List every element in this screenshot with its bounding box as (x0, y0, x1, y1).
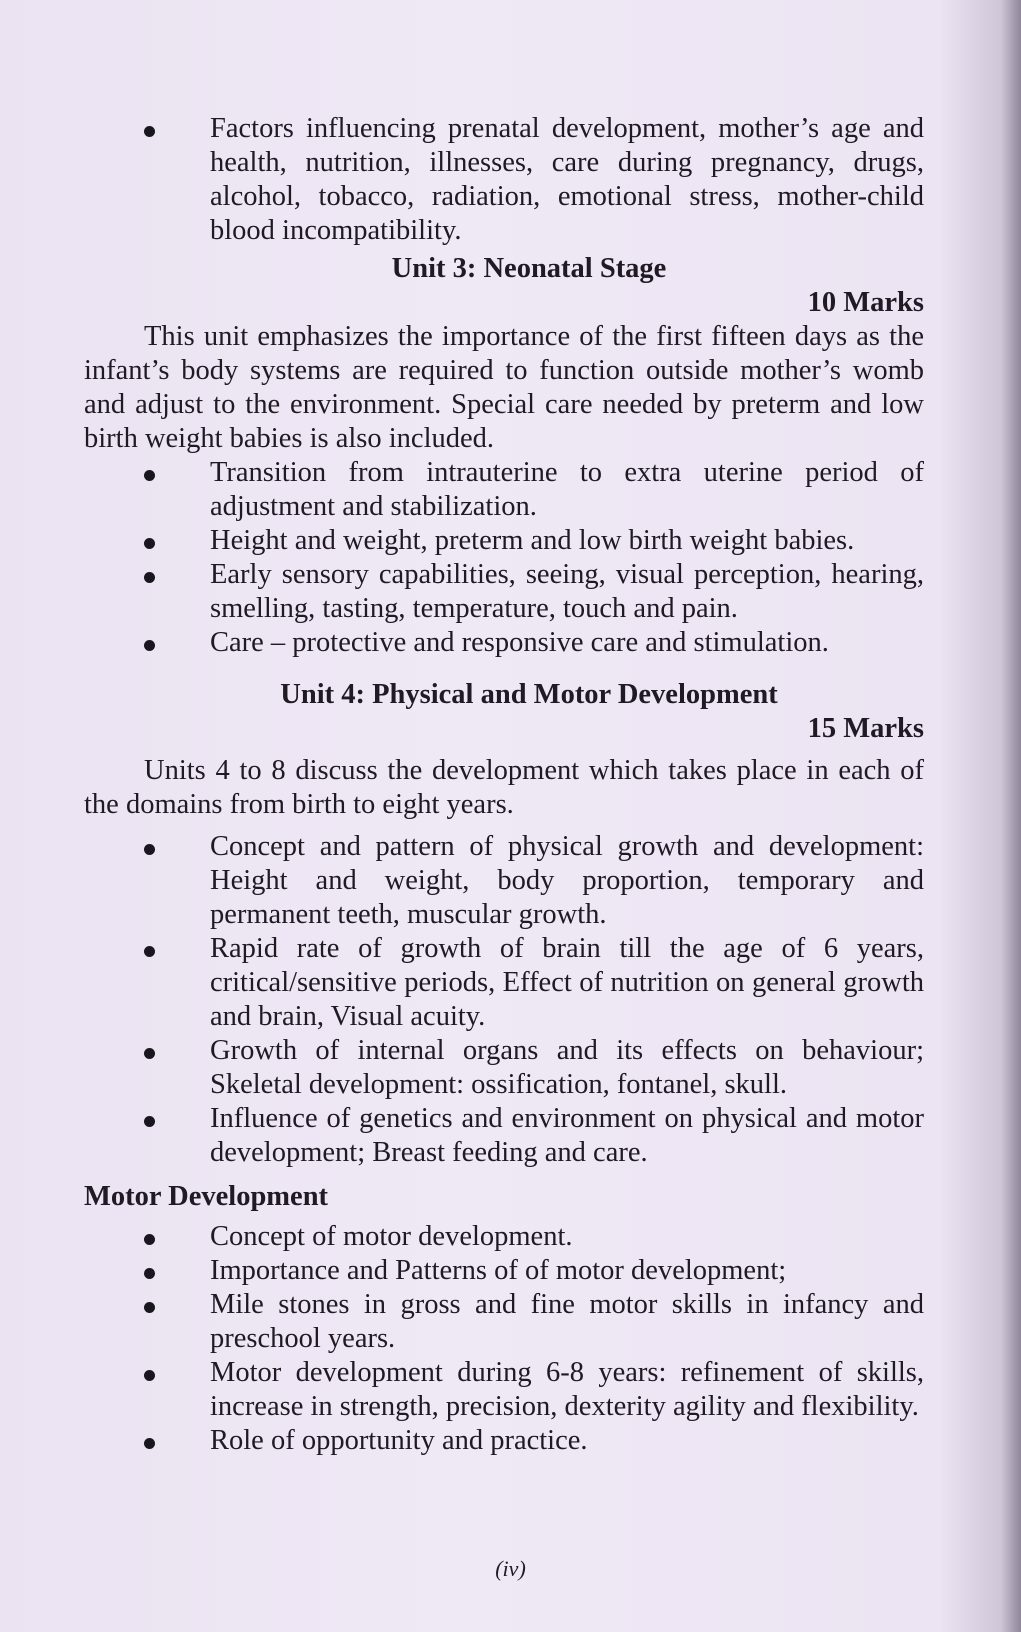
bullet-text: Mile stones in gross and fine motor skills in infancy and preschool years. (210, 1289, 924, 1354)
bullet-text: Rapid rate of growth of brain till the age of 6 years, critical/sensitive periods, Effect of nutrition on general growth and brain, Visual acuity. (210, 933, 924, 1032)
bullet-icon (144, 1302, 155, 1313)
bullet-icon (144, 1370, 155, 1381)
bullet-icon (144, 640, 155, 651)
page-number: (iv) (495, 1556, 526, 1581)
bullet-text: Motor development during 6-8 years: refinement of skills, increase in strength, precision, dexterity agility and flexibility. (210, 1357, 924, 1422)
bullet-icon (144, 1234, 155, 1245)
bullet-text: Factors influencing prenatal development, mother’s age and health, nutrition, illnesses, care during pregnancy, drugs, alcohol, tobacco, radiation, emotional stress, mother-child blood incompatibility. (210, 113, 924, 246)
list-item (84, 456, 924, 524)
list-item (84, 830, 924, 932)
unit-4-bullet-list (84, 830, 924, 1170)
list-item (84, 932, 924, 1034)
unit-3-marks: 10 Marks (807, 287, 924, 318)
bullet-text: Early sensory capabilities, seeing, visual perception, hearing, smelling, tasting, temperature, touch and pain. (210, 559, 924, 624)
bullet-icon (144, 126, 155, 137)
unit-4-description: Units 4 to 8 discuss the development which takes place in each of the domains from birth to eight years. (84, 755, 924, 820)
bullet-text: Concept of motor development. (210, 1221, 573, 1252)
bullet-text: Transition from intrauterine to extra uterine period of adjustment and stabilization. (210, 457, 924, 522)
list-item (84, 1102, 924, 1170)
list-item (84, 1424, 924, 1458)
bullet-text: Care – protective and responsive care and stimulation. (210, 627, 829, 658)
list-item (84, 626, 924, 660)
bullet-icon (144, 1268, 155, 1279)
list-item (84, 1254, 924, 1288)
list-item (84, 1034, 924, 1102)
intro-bullet-list (84, 112, 924, 248)
bullet-text: Influence of genetics and environment on physical and motor development; Breast feeding and care. (210, 1103, 924, 1168)
bullet-text: Concept and pattern of physical growth and development: Height and weight, body proportion, temporary and permanent teeth, muscular growth. (210, 831, 924, 930)
bullet-icon (144, 844, 155, 855)
unit-3-description: This unit emphasizes the importance of the first fifteen days as the infant’s body systems are required to function outside mother’s womb and adjust to the environment. Special care needed by preterm and low birth weight babies is also included. (84, 321, 924, 454)
motor-development-heading: Motor Development (84, 1181, 329, 1212)
list-item (84, 1220, 924, 1254)
bullet-icon (144, 470, 155, 481)
list-item (84, 112, 924, 248)
bullet-text: Importance and Patterns of of motor development; (210, 1255, 787, 1286)
list-item (84, 1288, 924, 1356)
bullet-icon (144, 1048, 155, 1059)
list-item (84, 558, 924, 626)
bullet-icon (144, 572, 155, 583)
unit-4-marks: 15 Marks (807, 713, 924, 744)
motor-bullet-list (84, 1220, 924, 1458)
list-item (84, 524, 924, 558)
unit-4-title: Unit 4: Physical and Motor Development (280, 679, 778, 710)
bullet-text: Role of opportunity and practice. (210, 1425, 588, 1456)
unit-3-bullet-list (84, 456, 924, 660)
bullet-icon (144, 1116, 155, 1127)
unit-3-title: Unit 3: Neonatal Stage (391, 253, 667, 284)
bullet-icon (144, 946, 155, 957)
bullet-text: Height and weight, preterm and low birth weight babies. (210, 525, 855, 556)
bullet-text: Growth of internal organs and its effects on behaviour; Skeletal development: ossification, fontanel, skull. (210, 1035, 924, 1100)
list-item (84, 1356, 924, 1424)
bullet-icon (144, 1438, 155, 1449)
bullet-icon (144, 538, 155, 549)
page-content (84, 112, 924, 1458)
